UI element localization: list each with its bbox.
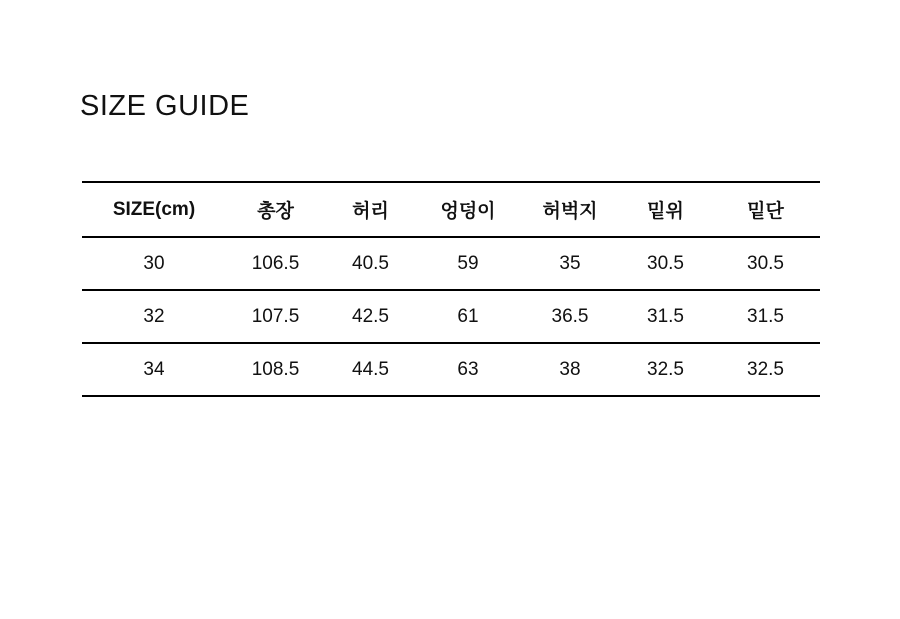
cell-hip: 59: [416, 237, 520, 290]
cell-total-length: 108.5: [226, 343, 325, 396]
cell-rise: 30.5: [620, 237, 711, 290]
page-title: SIZE GUIDE: [80, 90, 250, 123]
size-table: [82, 181, 820, 397]
cell-rise: 32.5: [620, 343, 711, 396]
cell-waist: 40.5: [325, 237, 416, 290]
table-row-size-34: [82, 343, 820, 396]
cell-hem: 30.5: [711, 237, 820, 290]
column-header-hip: 엉덩이: [416, 182, 520, 237]
cell-rise: 31.5: [620, 290, 711, 343]
table-row-size-30: [82, 237, 820, 290]
cell-hem: 32.5: [711, 343, 820, 396]
cell-waist: 44.5: [325, 343, 416, 396]
cell-size: 32: [82, 290, 226, 343]
cell-size: 34: [82, 343, 226, 396]
cell-total-length: 107.5: [226, 290, 325, 343]
column-header-thigh: 허벅지: [520, 182, 620, 237]
column-header-waist: 허리: [325, 182, 416, 237]
size-table-header-row: [82, 182, 820, 237]
column-header-size: SIZE(cm): [82, 182, 226, 237]
cell-hip: 61: [416, 290, 520, 343]
column-header-hem: 밑단: [711, 182, 820, 237]
cell-hem: 31.5: [711, 290, 820, 343]
cell-size: 30: [82, 237, 226, 290]
cell-waist: 42.5: [325, 290, 416, 343]
cell-total-length: 106.5: [226, 237, 325, 290]
column-header-total-length: 총장: [226, 182, 325, 237]
column-header-rise: 밑위: [620, 182, 711, 237]
table-row-size-32: [82, 290, 820, 343]
cell-hip: 63: [416, 343, 520, 396]
cell-thigh: 36.5: [520, 290, 620, 343]
cell-thigh: 35: [520, 237, 620, 290]
cell-thigh: 38: [520, 343, 620, 396]
